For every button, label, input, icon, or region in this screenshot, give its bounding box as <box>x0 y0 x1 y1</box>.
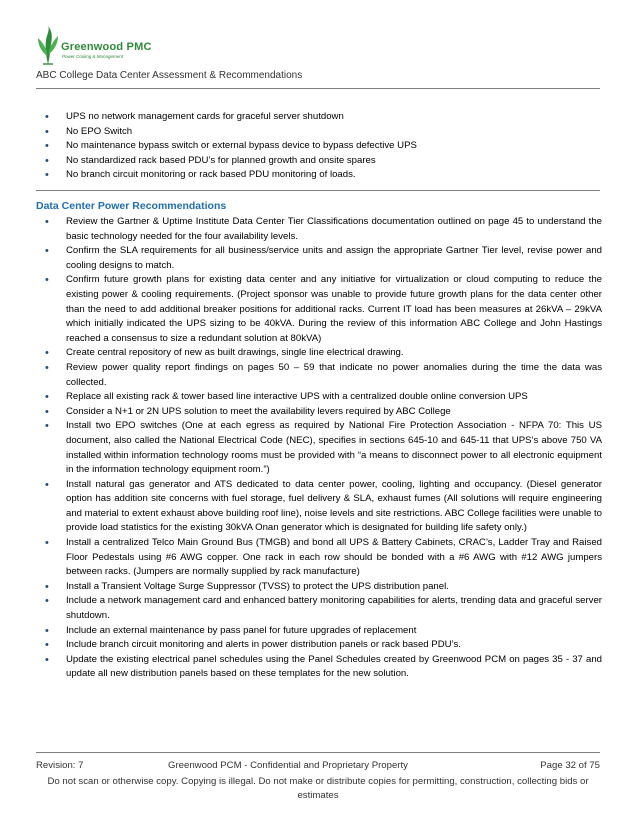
header-divider <box>36 88 600 89</box>
section-divider <box>36 190 600 191</box>
findings-list <box>36 110 600 183</box>
leaf-logo-icon <box>36 26 60 66</box>
footer-confidential: Greenwood PCM - Confidential and Proprietary Property <box>168 760 408 771</box>
finding-item: • No maintenance bypass switch or external bypass device to bypass defective UPS <box>36 139 600 154</box>
recommendation-item: • Install natural gas generator and ATS dedicated to data center power, cooling, lighting and occupancy. (Diesel generator option has addition site concerns with fuel storage, fuel delivery & SLA, exhaust fumes (All solutions will require engineering and material to extent exhaust above building roof line), noise levels and site restrictions. ABC College facilities were unable to provide load statistics for the existing 30kVA Onan generator which is designated for building life safety only.) <box>36 478 602 536</box>
recommendation-item: • Replace all existing rack & tower based line interactive UPS with a centralized double online conversion UPS <box>36 390 602 405</box>
company-logo <box>36 26 186 68</box>
recommendation-item: • Create central repository of new as built drawings, single line electrical drawing. <box>36 346 602 361</box>
recommendation-item: • Install two EPO switches (One at each egress as required by National Fire Protection Association - NFPA 70: This US document, also called the National Electrical Code (NEC), specifies in sections 645-10 and 645-11 that UPS’s above 750 VA installed within information technology rooms must be provided with “a means to disconnect power to all electronic equipment in the information technology equipment room.”) <box>36 419 602 477</box>
footer-revision: Revision: 7 <box>36 760 84 771</box>
finding-item: • UPS no network management cards for graceful server shutdown <box>36 110 600 125</box>
recommendations-list <box>36 215 602 682</box>
recommendation-item: • Install a centralized Telco Main Ground Bus (TMGB) and bond all UPS & Battery Cabinets, CRAC’s, Ladder Tray and Raised Floor Pedestals using #6 AWG copper. One rack in each row should be bonded with a #6 AWG with #12 AWG jumpers between racks. (Jumpers are normally supplied by rack manufacture) <box>36 536 602 580</box>
recommendation-item: • Review power quality report findings on pages 50 – 59 that indicate no power anomalies during the time the data was collected. <box>36 361 602 390</box>
finding-item: • No EPO Switch <box>36 125 600 140</box>
recommendation-item: • Consider a N+1 or 2N UPS solution to meet the availability levers required by ABC College <box>36 405 602 420</box>
footer-copy-notice: Do not scan or otherwise copy. Copying is illegal. Do not make or distribute copies for permitting, construction, collecting bids or estimates <box>47 776 589 801</box>
recommendation-item: • Include an external maintenance by pass panel for future upgrades of replacement <box>36 624 602 639</box>
logo-name: Greenwood PMC <box>61 41 152 53</box>
logo-tagline: Power Cooling & Management <box>62 54 124 59</box>
recommendation-item: • Install a Transient Voltage Surge Suppressor (TVSS) to protect the UPS distribution panel. <box>36 580 602 595</box>
recommendation-item: • Include branch circuit monitoring and alerts in power distribution panels or rack based PDU’s. <box>36 638 602 653</box>
footer <box>36 760 600 774</box>
recommendation-item: • Confirm the SLA requirements for all business/service units and assign the appropriate Gartner Tier level, revise power and cooling designs to match. <box>36 244 602 273</box>
footer-divider <box>36 752 600 753</box>
recommendation-item: • Confirm future growth plans for existing data center and any initiative for virtualization or cloud computing to reduce the existing power & cooling requirements. (Project sponsor was unable to provide future growth plans for the data center other than the need to add additional breaker positions for additional racks. Current IT load has been measures at 26kVA – 29kVA which initially indicated the UPS sizing to be 40kVA. During the review of this information ABC College and John Hastings reached a consensus to size a redundant solution at 80kVA) <box>36 273 602 346</box>
finding-item: • No branch circuit monitoring or rack based PDU monitoring of loads. <box>36 168 600 183</box>
document-header-title: ABC College Data Center Assessment & Recommendations <box>36 70 303 81</box>
section-heading: Data Center Power Recommendations <box>36 200 227 212</box>
recommendation-item: • Update the existing electrical panel schedules using the Panel Schedules created by Greenwood PCM on pages 35 - 37 and update all new distribution panels based on these templates for the new solution. <box>36 653 602 682</box>
footer-page-number: Page 32 of 75 <box>540 760 600 771</box>
recommendation-item: • Review the Gartner & Uptime Institute Data Center Tier Classifications documentation outlined on page 45 to understand the basic technology needed for the four availability levels. <box>36 215 602 244</box>
recommendation-item: • Include a network management card and enhanced battery monitoring capabilities for alerts, trending data and graceful server shutdown. <box>36 594 602 623</box>
finding-item: • No standardized rack based PDU’s for planned growth and onsite spares <box>36 154 600 169</box>
